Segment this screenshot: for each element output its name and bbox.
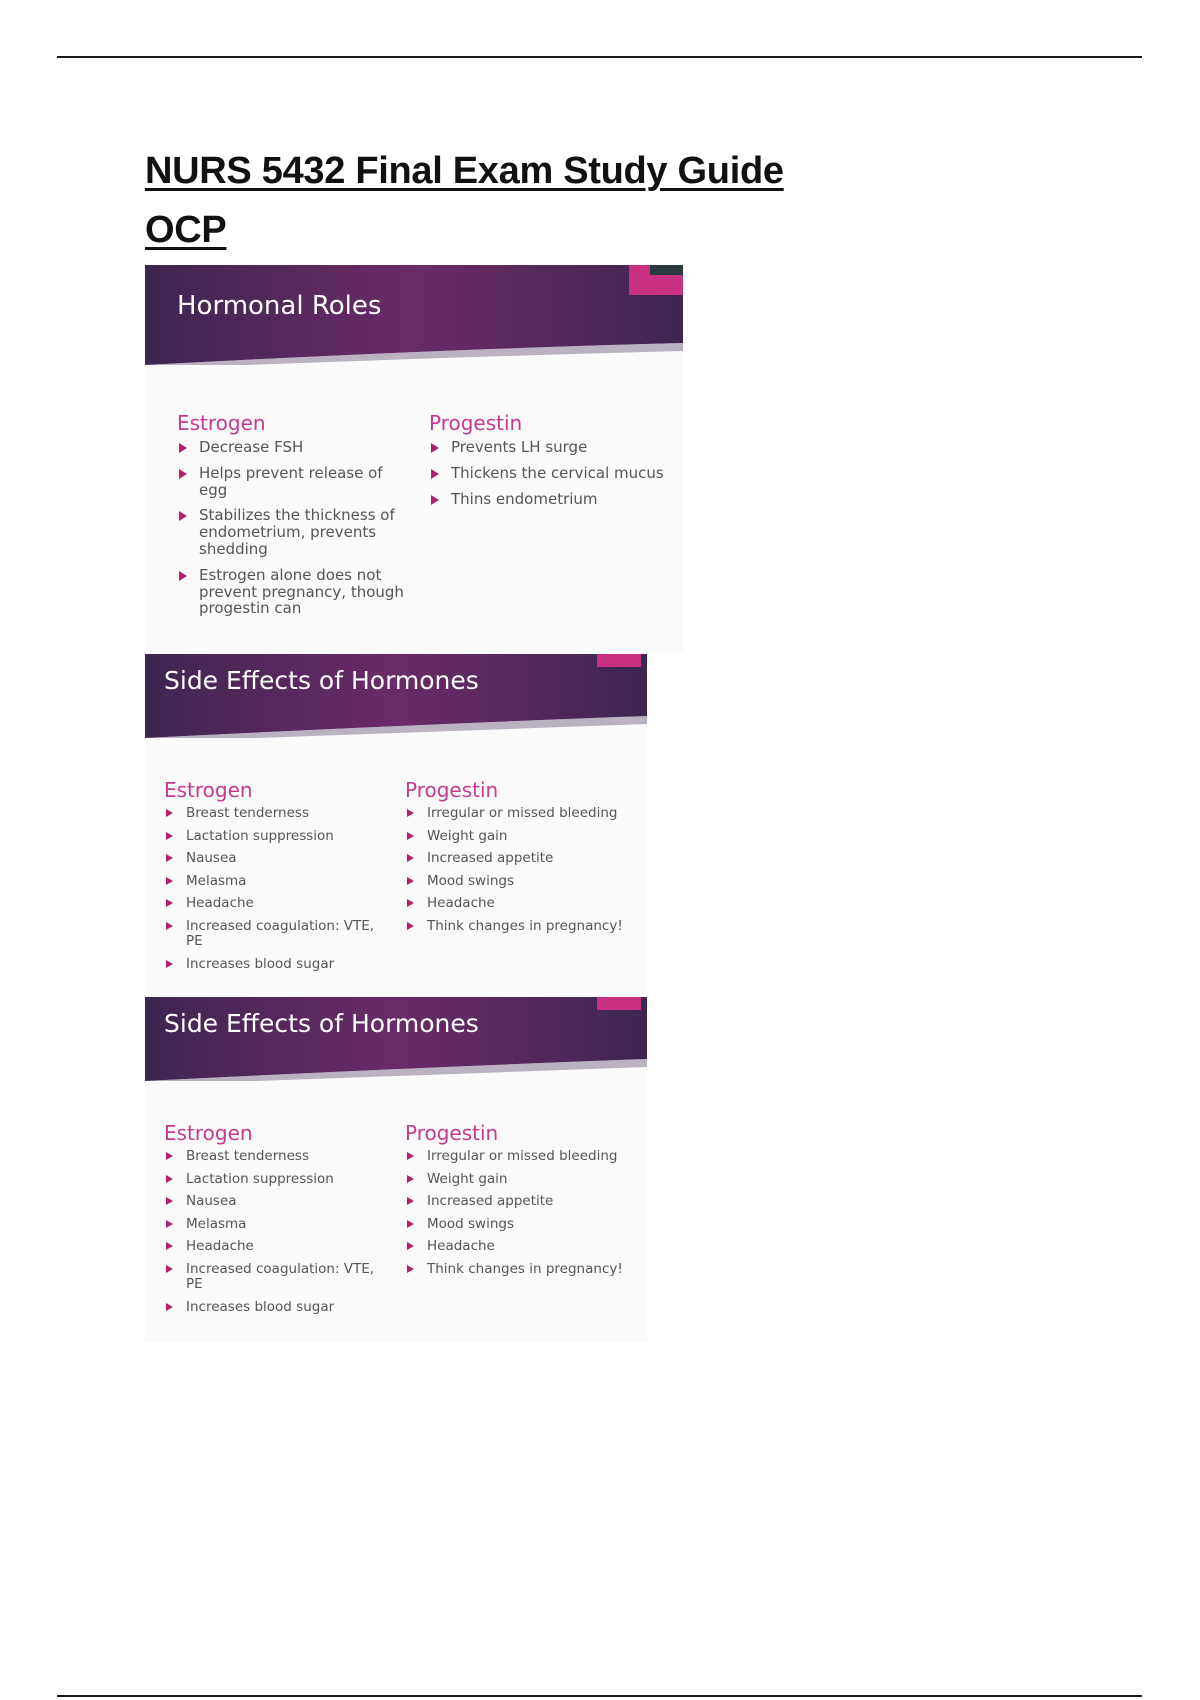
slide-title: Hormonal Roles <box>177 291 382 321</box>
bullet-item: Headache <box>164 1239 379 1254</box>
bullet-arrow-icon <box>407 1197 414 1205</box>
bullet-arrow-icon <box>179 443 187 453</box>
slide-title: Side Effects of Hormones <box>164 1009 479 1038</box>
slide-banner <box>145 654 647 738</box>
slide-banner <box>145 265 683 365</box>
bullet-arrow-icon <box>407 809 414 817</box>
estrogen-column <box>164 778 379 979</box>
bullet-arrow-icon <box>407 1242 414 1250</box>
bullet-arrow-icon <box>166 1152 173 1160</box>
bullet-item: Think changes in pregnancy! <box>405 919 645 934</box>
bullet-arrow-icon <box>407 1152 414 1160</box>
bullet-arrow-icon <box>166 1265 173 1273</box>
bullet-item: Weight gain <box>405 829 645 844</box>
column-heading: Estrogen <box>164 1121 253 1145</box>
bullet-list <box>164 806 379 972</box>
bullet-item: Mood swings <box>405 874 645 889</box>
bullet-arrow-icon <box>431 443 439 453</box>
estrogen-column <box>177 411 405 626</box>
bullet-item: Mood swings <box>405 1217 645 1232</box>
bullet-item: Estrogen alone does not prevent pregnancy, though progestin can <box>177 567 405 617</box>
slide-image-side-effects <box>145 654 647 999</box>
document-title: NURS 5432 Final Exam Study Guide <box>145 150 784 192</box>
bullet-item: Headache <box>405 1239 645 1254</box>
bullet-item: Stabilizes the thickness of endometrium, prevents shedding <box>177 507 405 557</box>
document-subtitle: OCP <box>145 209 227 251</box>
bullet-list <box>429 439 679 507</box>
bullet-arrow-icon <box>166 1303 173 1311</box>
column-heading: Estrogen <box>177 411 266 435</box>
bullet-item: Breast tenderness <box>164 806 379 821</box>
bullet-item: Melasma <box>164 874 379 889</box>
bullet-item: Increased appetite <box>405 1194 645 1209</box>
bullet-item: Lactation suppression <box>164 1172 379 1187</box>
bullet-arrow-icon <box>166 832 173 840</box>
bullet-arrow-icon <box>179 511 187 521</box>
bullet-item: Nausea <box>164 851 379 866</box>
column-heading: Progestin <box>405 1121 499 1145</box>
bullet-item: Increased coagulation: VTE, PE <box>164 919 379 949</box>
bullet-list <box>405 1149 645 1277</box>
bullet-list <box>164 1149 379 1315</box>
bullet-arrow-icon <box>407 1220 414 1228</box>
bullet-arrow-icon <box>166 809 173 817</box>
bullet-item: Lactation suppression <box>164 829 379 844</box>
bullet-arrow-icon <box>166 1220 173 1228</box>
bullet-item: Think changes in pregnancy! <box>405 1262 645 1277</box>
bullet-arrow-icon <box>166 960 173 968</box>
progestin-column <box>405 778 645 942</box>
bullet-arrow-icon <box>166 899 173 907</box>
bullet-arrow-icon <box>407 899 414 907</box>
bullet-item: Thins endometrium <box>429 491 679 508</box>
bullet-item: Melasma <box>164 1217 379 1232</box>
bullet-item: Breast tenderness <box>164 1149 379 1164</box>
footer-rule <box>57 1695 1142 1697</box>
bullet-list <box>405 806 645 934</box>
bullet-arrow-icon <box>166 1175 173 1183</box>
bullet-item: Prevents LH surge <box>429 439 679 456</box>
column-heading: Progestin <box>405 778 499 802</box>
bullet-arrow-icon <box>179 469 187 479</box>
bullet-arrow-icon <box>407 854 414 862</box>
bullet-item: Decrease FSH <box>177 439 405 456</box>
bullet-item: Irregular or missed bleeding <box>405 1149 645 1164</box>
progestin-column <box>405 1121 645 1285</box>
bullet-arrow-icon <box>407 1265 414 1273</box>
bullet-list <box>177 439 405 617</box>
bullet-arrow-icon <box>407 1175 414 1183</box>
bullet-item: Increased appetite <box>405 851 645 866</box>
bullet-arrow-icon <box>166 1242 173 1250</box>
bullet-arrow-icon <box>431 469 439 479</box>
bullet-arrow-icon <box>407 922 414 930</box>
bullet-arrow-icon <box>407 832 414 840</box>
bullet-item: Irregular or missed bleeding <box>405 806 645 821</box>
bullet-item: Increased coagulation: VTE, PE <box>164 1262 379 1292</box>
bullet-item: Weight gain <box>405 1172 645 1187</box>
bullet-arrow-icon <box>166 854 173 862</box>
slide-image-hormonal-roles <box>145 265 683 653</box>
slide-title: Side Effects of Hormones <box>164 666 479 695</box>
bullet-arrow-icon <box>407 877 414 885</box>
bullet-item: Headache <box>405 896 645 911</box>
bullet-arrow-icon <box>179 571 187 581</box>
bullet-item: Increases blood sugar <box>164 957 379 972</box>
column-heading: Estrogen <box>164 778 253 802</box>
progestin-column <box>429 411 679 516</box>
estrogen-column <box>164 1121 379 1322</box>
slide-image-side-effects-repeat <box>145 997 647 1342</box>
bullet-item: Nausea <box>164 1194 379 1209</box>
bullet-item: Helps prevent release of egg <box>177 465 405 499</box>
bullet-arrow-icon <box>166 922 173 930</box>
slide-banner <box>145 997 647 1081</box>
bullet-arrow-icon <box>166 1197 173 1205</box>
bullet-arrow-icon <box>431 495 439 505</box>
header-rule <box>57 56 1142 58</box>
bullet-arrow-icon <box>166 877 173 885</box>
bullet-item: Headache <box>164 896 379 911</box>
column-heading: Progestin <box>429 411 523 435</box>
bullet-item: Thickens the cervical mucus <box>429 465 679 482</box>
bullet-item: Increases blood sugar <box>164 1300 379 1315</box>
